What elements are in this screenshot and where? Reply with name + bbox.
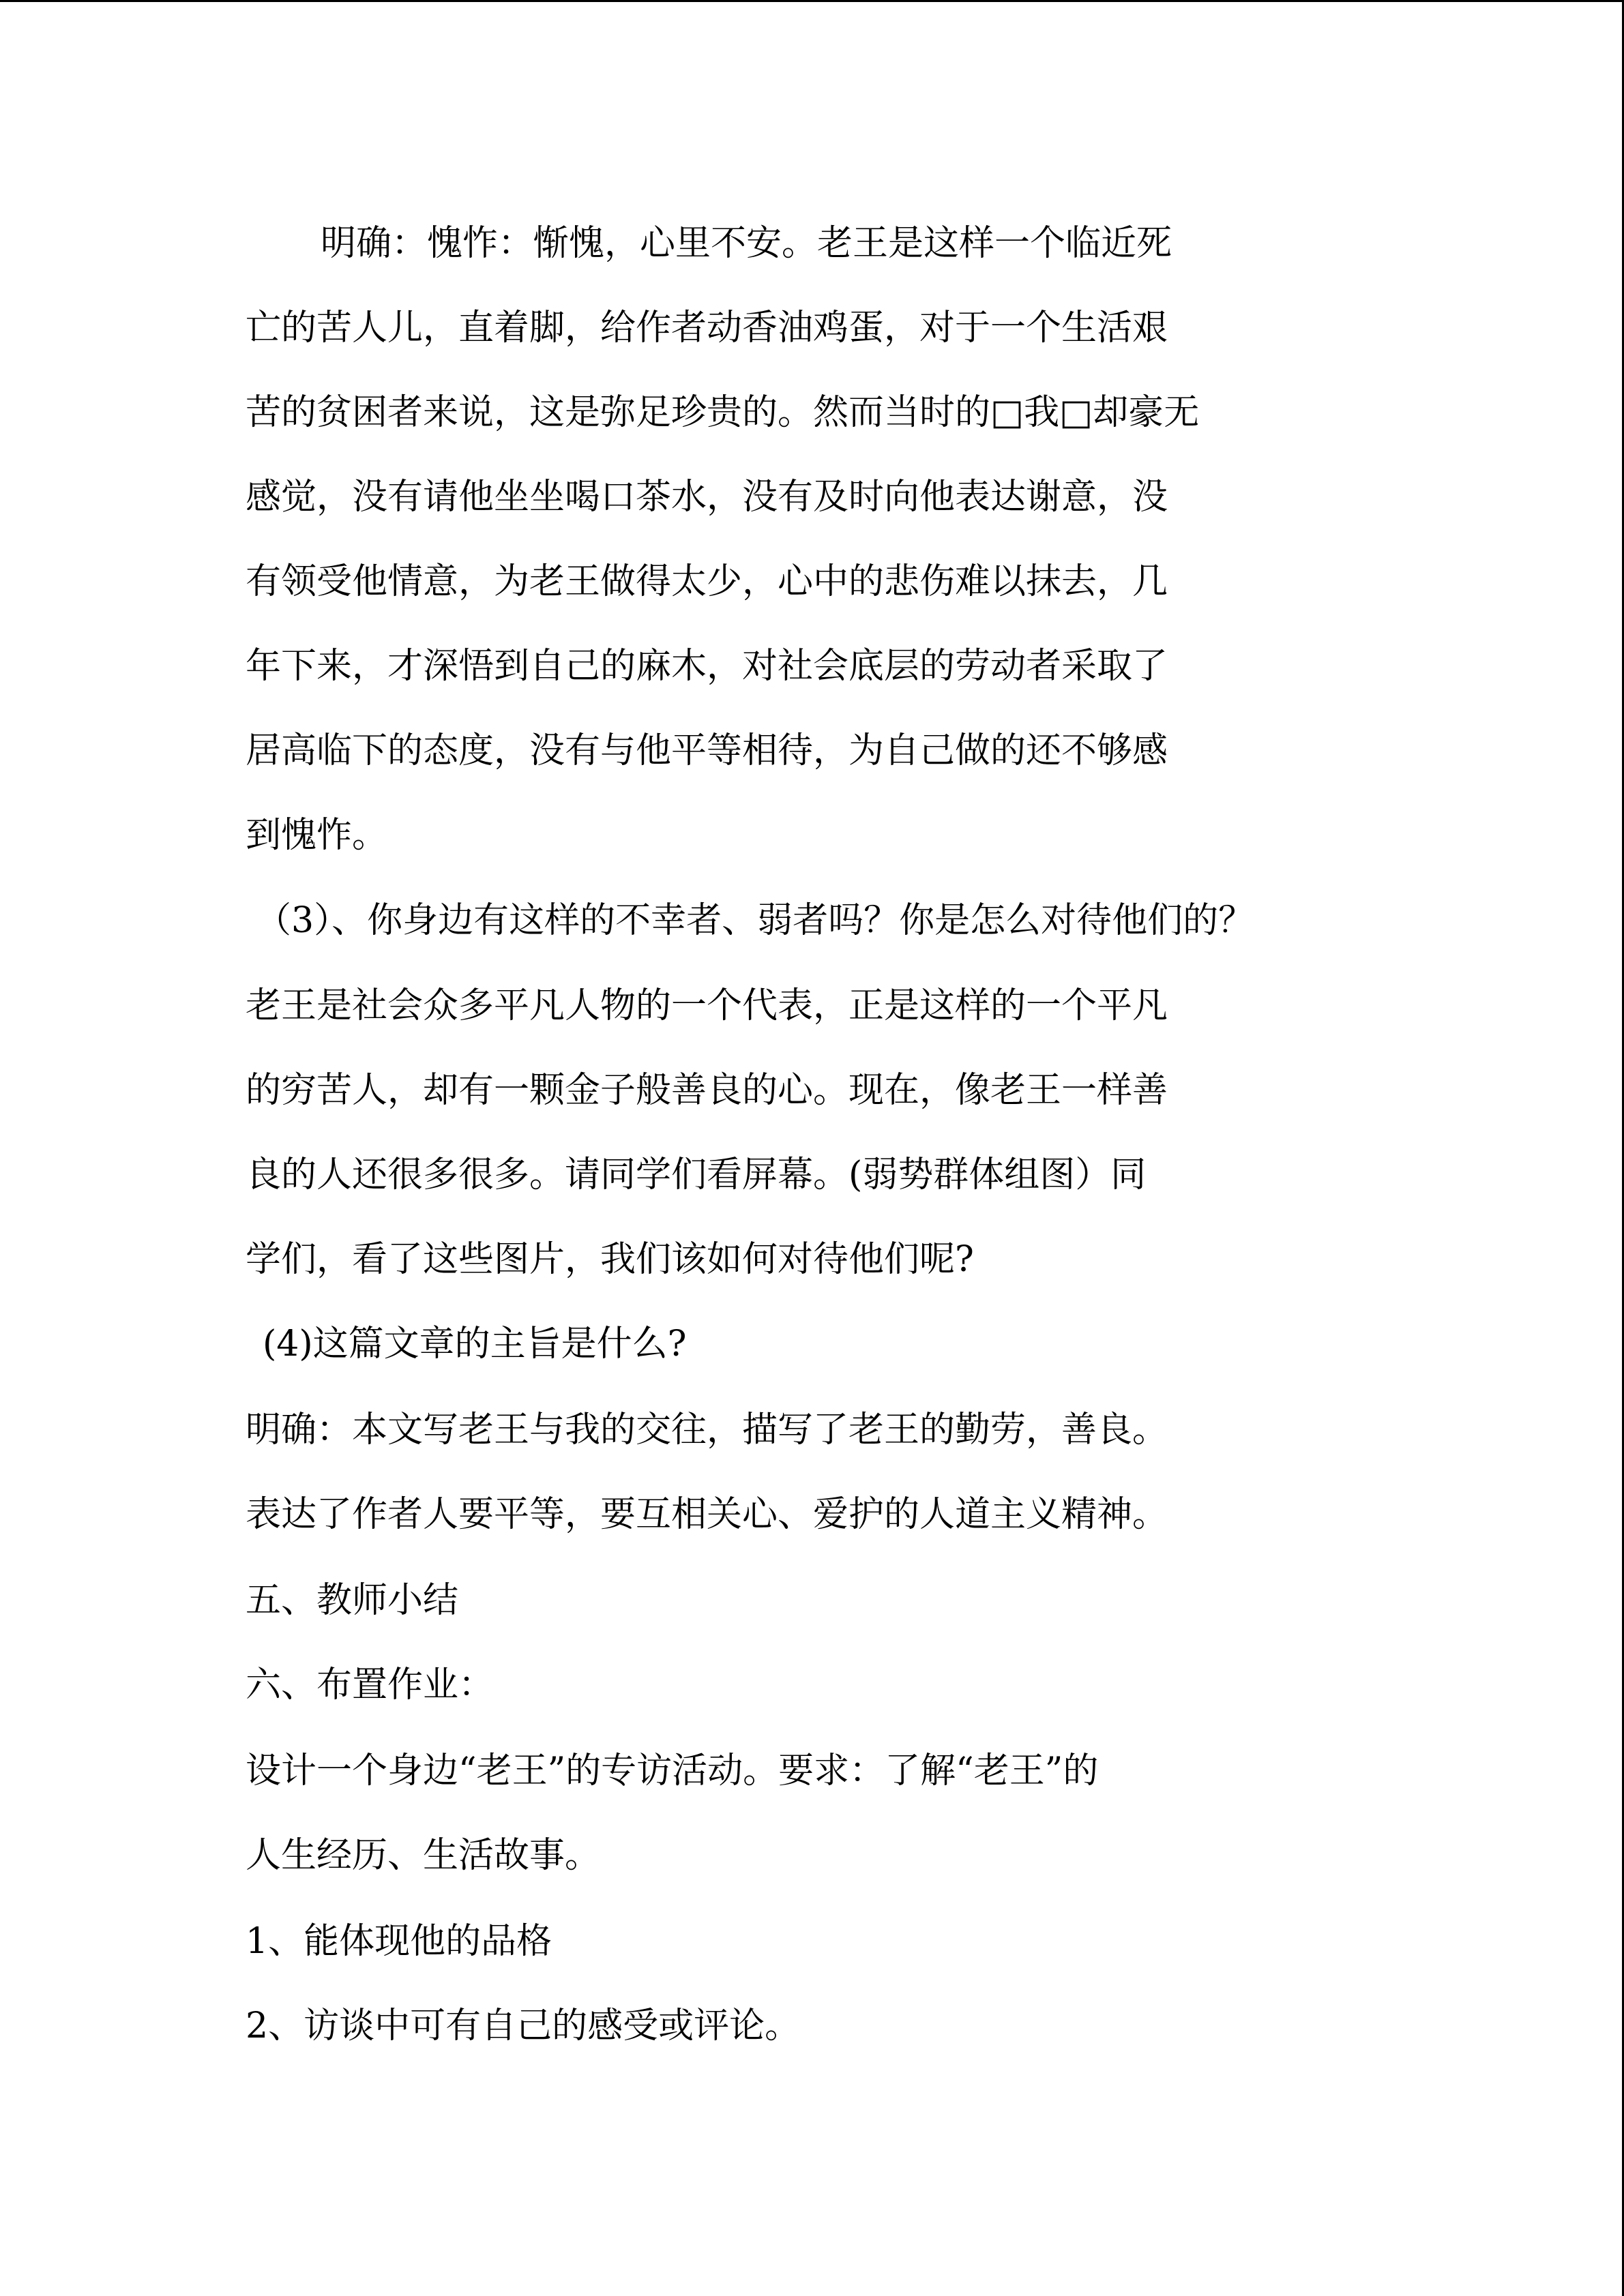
text-line-20: 人生经历、生活故事。 — [246, 1835, 601, 1876]
text-line-4: 感觉，没有请他坐坐喝口茶水，没有及时向他表达谢意，没 — [246, 477, 1168, 518]
text-line-15: 明确：本文写老王与我的交往，描写了老王的勤劳，善良。 — [246, 1410, 1168, 1450]
text-line-13: 学们，看了这些图片，我们该如何对待他们呢? — [246, 1239, 974, 1280]
text-line-6: 年下来，才深悟到自己的麻木，对社会底层的劳动者采取了 — [246, 646, 1168, 687]
text-line-19: 设计一个身边“老王”的专访活动。要求：了解“老王”的 — [246, 1750, 1099, 1791]
section-heading-6: 六、布置作业： — [246, 1665, 494, 1705]
list-item-1: 1、能体现他的品格 — [246, 1921, 552, 1962]
text-line-12: 良的人还很多很多。请同学们看屏幕。(弱势群体组图）同 — [246, 1154, 1147, 1195]
list-item-2: 2、访谈中可有自己的感受或评论。 — [246, 2006, 801, 2046]
text-line-10: 老王是社会众多平凡人物的一个代表，正是这样的一个平凡 — [246, 985, 1168, 1026]
text-line-11: 的穷苦人，却有一颗金子般善良的心。现在，像老王一样善 — [246, 1070, 1168, 1111]
section-heading-5: 五、教师小结 — [246, 1580, 459, 1621]
text-line-8: 到愧怍。 — [246, 815, 388, 856]
text-line-5: 有领受他情意，为老王做得太少，心中的悲伤难以抹去，几 — [246, 561, 1168, 602]
question-3: （3）、你身边有这样的不幸者、弱者吗？你是怎么对待他们的？ — [256, 900, 1254, 941]
text-line-1: 明确：愧怍：惭愧，心里不安。老王是这样一个临近死 — [321, 223, 1172, 264]
text-line-3: 苦的贫困者来说，这是弥足珍贵的。然而当时的□我□却豪无 — [246, 392, 1200, 433]
text-line-7: 居高临下的态度，没有与他平等相待，为自己做的还不够感 — [246, 730, 1168, 771]
text-line-2: 亡的苦人儿，直着脚，给作者动香油鸡蛋，对于一个生活艰 — [246, 308, 1168, 348]
question-4: (4)这篇文章的主旨是什么? — [263, 1324, 687, 1365]
text-line-16: 表达了作者人要平等，要互相关心、爱护的人道主义精神。 — [246, 1494, 1168, 1535]
